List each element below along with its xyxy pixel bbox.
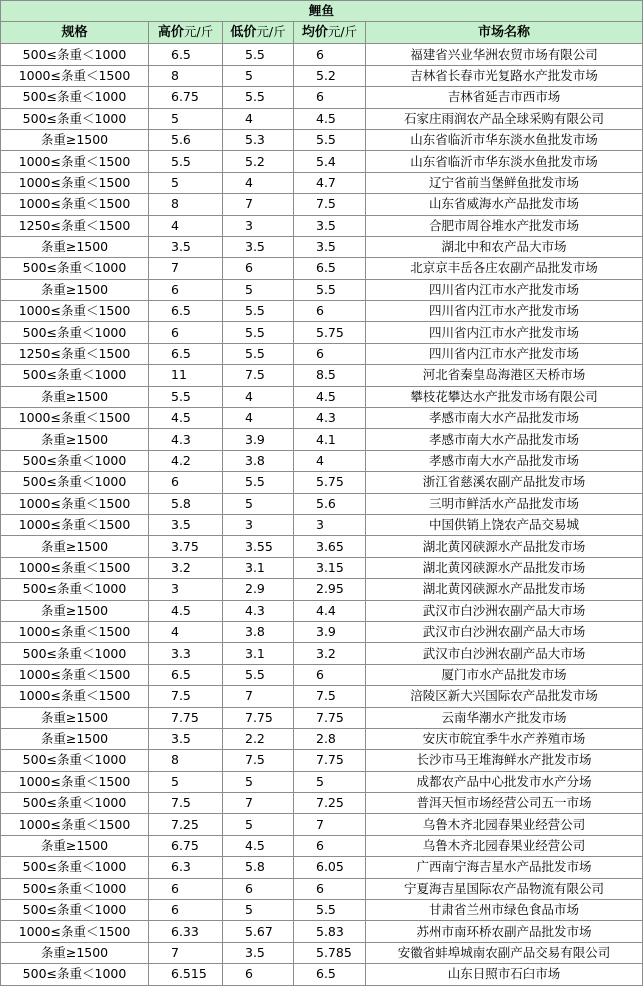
cell-avg-price: 6: [294, 835, 366, 856]
cell-avg-price: 6: [294, 664, 366, 685]
cell-high-price: 6.5: [149, 44, 223, 65]
cell-spec: 1000≤条重＜1500: [1, 557, 149, 578]
cell-avg-price: 5.4: [294, 151, 366, 172]
table-row: [1, 365, 643, 386]
cell-avg-price: 4: [294, 450, 366, 471]
cell-low-price: 6: [223, 258, 294, 279]
cell-market-name: 湖北中和农产品大市场: [366, 236, 643, 257]
cell-spec: 条重≥1500: [1, 279, 149, 300]
cell-market-name: 宁夏海吉星国际农产品物流有限公司: [366, 878, 643, 899]
cell-market-name: 乌鲁木齐北园春果业经营公司: [366, 835, 643, 856]
table-row: [1, 750, 643, 771]
cell-spec: 1000≤条重＜1500: [1, 493, 149, 514]
cell-avg-price: 5: [294, 771, 366, 792]
table-row: [1, 429, 643, 450]
cell-spec: 500≤条重＜1000: [1, 87, 149, 108]
cell-market-name: 孝感市南大水产品批发市场: [366, 408, 643, 429]
cell-low-price: 5: [223, 814, 294, 835]
cell-high-price: 7.5: [149, 793, 223, 814]
cell-avg-price: 7.75: [294, 750, 366, 771]
header-low-label: 低价: [230, 25, 257, 41]
cell-avg-price: 3.15: [294, 557, 366, 578]
table-row: [1, 108, 643, 129]
cell-market-name: 广西南宁海吉星水产品批发市场: [366, 857, 643, 878]
cell-low-price: 5.5: [223, 664, 294, 685]
cell-high-price: 7: [149, 258, 223, 279]
cell-high-price: 6.33: [149, 921, 223, 942]
cell-high-price: 3: [149, 579, 223, 600]
cell-market-name: 浙江省慈溪农副产品批发市场: [366, 472, 643, 493]
table-row: [1, 536, 643, 557]
table-row: [1, 686, 643, 707]
cell-spec: 条重≥1500: [1, 835, 149, 856]
cell-low-price: 3.5: [223, 942, 294, 963]
cell-avg-price: 5.83: [294, 921, 366, 942]
table-row: [1, 964, 643, 985]
table-row: [1, 87, 643, 108]
table-body: [1, 44, 643, 985]
cell-avg-price: 6: [294, 44, 366, 65]
cell-spec: 1000≤条重＜1500: [1, 664, 149, 685]
cell-market-name: 长沙市马王堆海鲜水产批发市场: [366, 750, 643, 771]
cell-avg-price: 7.75: [294, 707, 366, 728]
cell-low-price: 5.8: [223, 857, 294, 878]
cell-high-price: 8: [149, 65, 223, 86]
cell-high-price: 6.5: [149, 664, 223, 685]
cell-market-name: 乌鲁木齐北园春果业经营公司: [366, 814, 643, 835]
cell-low-price: 6: [223, 878, 294, 899]
table-row: [1, 386, 643, 407]
cell-market-name: 安庆市皖宜季牛水产养殖市场: [366, 728, 643, 749]
cell-market-name: 普洱天恒市场经营公司五一市场: [366, 793, 643, 814]
cell-avg-price: 5.75: [294, 322, 366, 343]
cell-high-price: 5.6: [149, 129, 223, 150]
cell-market-name: 北京京丰岳各庄农副产品批发市场: [366, 258, 643, 279]
cell-high-price: 6: [149, 472, 223, 493]
cell-avg-price: 3.2: [294, 643, 366, 664]
cell-high-price: 4.5: [149, 600, 223, 621]
cell-low-price: 4: [223, 172, 294, 193]
cell-low-price: 5.5: [223, 472, 294, 493]
cell-low-price: 4: [223, 108, 294, 129]
cell-avg-price: 4.7: [294, 172, 366, 193]
cell-spec: 1000≤条重＜1500: [1, 151, 149, 172]
cell-high-price: 3.2: [149, 557, 223, 578]
table-row: [1, 236, 643, 257]
cell-spec: 500≤条重＜1000: [1, 900, 149, 921]
cell-market-name: 成都农产品中心批发市水产分场: [366, 771, 643, 792]
cell-high-price: 6.5: [149, 301, 223, 322]
cell-low-price: 5.5: [223, 322, 294, 343]
header-avg-unit: 元/斤: [327, 24, 358, 40]
cell-spec: 条重≥1500: [1, 728, 149, 749]
cell-low-price: 3.5: [223, 236, 294, 257]
cell-high-price: 5: [149, 771, 223, 792]
cell-avg-price: 4.5: [294, 386, 366, 407]
cell-market-name: 吉林省延吉市西市场: [366, 87, 643, 108]
header-low-price: [223, 22, 294, 44]
cell-avg-price: 4.1: [294, 429, 366, 450]
table-row: [1, 493, 643, 514]
cell-market-name: 湖北黄冈硖源水产品批发市场: [366, 536, 643, 557]
table-row: [1, 600, 643, 621]
cell-spec: 1000≤条重＜1500: [1, 65, 149, 86]
cell-high-price: 3.5: [149, 236, 223, 257]
cell-spec: 1000≤条重＜1500: [1, 771, 149, 792]
header-high-price: [149, 22, 223, 44]
cell-spec: 1000≤条重＜1500: [1, 301, 149, 322]
cell-low-price: 3: [223, 514, 294, 535]
cell-avg-price: 6.5: [294, 964, 366, 985]
cell-market-name: 湖北黄冈硖源水产品批发市场: [366, 557, 643, 578]
cell-spec: 500≤条重＜1000: [1, 44, 149, 65]
table-row: [1, 129, 643, 150]
cell-high-price: 6.515: [149, 964, 223, 985]
cell-low-price: 3.8: [223, 450, 294, 471]
cell-avg-price: 6.5: [294, 258, 366, 279]
cell-low-price: 3.1: [223, 643, 294, 664]
cell-avg-price: 7.5: [294, 194, 366, 215]
cell-market-name: 四川省内江市水产批发市场: [366, 301, 643, 322]
cell-avg-price: 2.95: [294, 579, 366, 600]
table-row: [1, 621, 643, 642]
cell-high-price: 3.5: [149, 728, 223, 749]
cell-low-price: 4: [223, 408, 294, 429]
cell-low-price: 5.3: [223, 129, 294, 150]
cell-avg-price: 6: [294, 301, 366, 322]
table-row: [1, 664, 643, 685]
cell-market-name: 涪陵区新大兴国际农产品批发市场: [366, 686, 643, 707]
cell-avg-price: 5.785: [294, 942, 366, 963]
table-row: [1, 921, 643, 942]
table-row: [1, 900, 643, 921]
cell-market-name: 辽宁省前当堡鲜鱼批发市场: [366, 172, 643, 193]
cell-low-price: 5.2: [223, 151, 294, 172]
cell-market-name: 吉林省长春市光复路水产批发市场: [366, 65, 643, 86]
cell-avg-price: 6: [294, 878, 366, 899]
cell-market-name: 武汉市白沙洲农副产品大市场: [366, 600, 643, 621]
cell-spec: 1250≤条重＜1500: [1, 343, 149, 364]
header-spec: 规格: [1, 22, 149, 44]
cell-spec: 500≤条重＜1000: [1, 878, 149, 899]
cell-low-price: 4.3: [223, 600, 294, 621]
cell-high-price: 6.75: [149, 87, 223, 108]
cell-market-name: 孝感市南大水产品批发市场: [366, 429, 643, 450]
cell-avg-price: 4.3: [294, 408, 366, 429]
cell-low-price: 5: [223, 493, 294, 514]
cell-low-price: 3.1: [223, 557, 294, 578]
cell-avg-price: 7: [294, 814, 366, 835]
cell-high-price: 5: [149, 108, 223, 129]
table-row: [1, 707, 643, 728]
cell-low-price: 5.5: [223, 343, 294, 364]
cell-market-name: 山东日照市石臼市场: [366, 964, 643, 985]
cell-market-name: 合肥市周谷堆水产批发市场: [366, 215, 643, 236]
cell-spec: 1000≤条重＜1500: [1, 814, 149, 835]
cell-market-name: 苏州市南环桥农副产品批发市场: [366, 921, 643, 942]
cell-low-price: 5: [223, 279, 294, 300]
cell-high-price: 6.75: [149, 835, 223, 856]
cell-low-price: 5.5: [223, 301, 294, 322]
cell-spec: 500≤条重＜1000: [1, 793, 149, 814]
cell-spec: 条重≥1500: [1, 429, 149, 450]
cell-avg-price: 4.5: [294, 108, 366, 129]
cell-low-price: 7.5: [223, 365, 294, 386]
cell-high-price: 5.8: [149, 493, 223, 514]
table-row: [1, 793, 643, 814]
cell-spec: 1250≤条重＜1500: [1, 215, 149, 236]
table-row: [1, 450, 643, 471]
cell-spec: 500≤条重＜1000: [1, 857, 149, 878]
cell-spec: 500≤条重＜1000: [1, 750, 149, 771]
cell-avg-price: 5.2: [294, 65, 366, 86]
cell-spec: 条重≥1500: [1, 942, 149, 963]
cell-market-name: 山东省临沂市华东淡水鱼批发市场: [366, 129, 643, 150]
table-row: [1, 514, 643, 535]
cell-spec: 500≤条重＜1000: [1, 365, 149, 386]
cell-high-price: 6: [149, 322, 223, 343]
cell-avg-price: 5.6: [294, 493, 366, 514]
cell-market-name: 三明市鲜活水产品批发市场: [366, 493, 643, 514]
cell-high-price: 6: [149, 878, 223, 899]
cell-low-price: 7: [223, 194, 294, 215]
cell-market-name: 武汉市白沙洲农副产品大市场: [366, 621, 643, 642]
header-market: 市场名称: [366, 22, 643, 44]
cell-high-price: 5.5: [149, 386, 223, 407]
cell-spec: 500≤条重＜1000: [1, 472, 149, 493]
cell-spec: 1000≤条重＜1500: [1, 172, 149, 193]
cell-low-price: 7.5: [223, 750, 294, 771]
header-avg-price: [294, 22, 366, 44]
cell-high-price: 11: [149, 365, 223, 386]
cell-market-name: 云南华潮水产批发市场: [366, 707, 643, 728]
cell-spec: 1000≤条重＜1500: [1, 686, 149, 707]
table-row: [1, 557, 643, 578]
cell-avg-price: 6.05: [294, 857, 366, 878]
cell-spec: 条重≥1500: [1, 386, 149, 407]
cell-high-price: 7.5: [149, 686, 223, 707]
cell-high-price: 3.5: [149, 514, 223, 535]
cell-spec: 条重≥1500: [1, 707, 149, 728]
cell-high-price: 3.75: [149, 536, 223, 557]
cell-market-name: 中国供销上饶农产品交易城: [366, 514, 643, 535]
cell-high-price: 8: [149, 750, 223, 771]
cell-avg-price: 6: [294, 87, 366, 108]
cell-market-name: 四川省内江市水产批发市场: [366, 343, 643, 364]
table-row: [1, 857, 643, 878]
cell-low-price: 5: [223, 900, 294, 921]
table-row: [1, 878, 643, 899]
cell-market-name: 四川省内江市水产批发市场: [366, 279, 643, 300]
cell-spec: 500≤条重＜1000: [1, 450, 149, 471]
cell-market-name: 甘肃省兰州市绿色食品市场: [366, 900, 643, 921]
table-row: [1, 65, 643, 86]
cell-spec: 500≤条重＜1000: [1, 579, 149, 600]
table-title: 鲤鱼: [1, 1, 643, 22]
cell-avg-price: 3.9: [294, 621, 366, 642]
table-row: [1, 44, 643, 65]
cell-spec: 1000≤条重＜1500: [1, 921, 149, 942]
cell-spec: 条重≥1500: [1, 600, 149, 621]
table-row: [1, 643, 643, 664]
cell-low-price: 3.9: [223, 429, 294, 450]
cell-spec: 1000≤条重＜1500: [1, 408, 149, 429]
cell-high-price: 3.3: [149, 643, 223, 664]
cell-avg-price: 3: [294, 514, 366, 535]
cell-avg-price: 5.5: [294, 900, 366, 921]
table-row: [1, 942, 643, 963]
cell-avg-price: 6: [294, 343, 366, 364]
table-row: [1, 194, 643, 215]
cell-spec: 1000≤条重＜1500: [1, 514, 149, 535]
cell-spec: 500≤条重＜1000: [1, 258, 149, 279]
cell-low-price: 5.5: [223, 44, 294, 65]
table-title-row: [1, 1, 643, 22]
cell-low-price: 3.55: [223, 536, 294, 557]
cell-avg-price: 7.25: [294, 793, 366, 814]
cell-high-price: 4: [149, 215, 223, 236]
cell-high-price: 7: [149, 942, 223, 963]
cell-low-price: 7.75: [223, 707, 294, 728]
header-high-label: 高价: [157, 25, 184, 41]
cell-low-price: 5.67: [223, 921, 294, 942]
cell-low-price: 5: [223, 771, 294, 792]
cell-market-name: 福建省兴业华洲农贸市场有限公司: [366, 44, 643, 65]
cell-spec: 条重≥1500: [1, 129, 149, 150]
table-row: [1, 408, 643, 429]
table-row: [1, 728, 643, 749]
cell-spec: 500≤条重＜1000: [1, 108, 149, 129]
cell-high-price: 4.3: [149, 429, 223, 450]
cell-market-name: 武汉市白沙洲农副产品大市场: [366, 643, 643, 664]
table-row: [1, 579, 643, 600]
cell-spec: 条重≥1500: [1, 536, 149, 557]
cell-high-price: 4.2: [149, 450, 223, 471]
cell-spec: 1000≤条重＜1500: [1, 621, 149, 642]
cell-market-name: 安徽省蚌埠城南农副产品交易有限公司: [366, 942, 643, 963]
cell-low-price: 7: [223, 686, 294, 707]
cell-high-price: 7.25: [149, 814, 223, 835]
cell-low-price: 5.5: [223, 87, 294, 108]
cell-high-price: 5: [149, 172, 223, 193]
cell-low-price: 2.2: [223, 728, 294, 749]
cell-avg-price: 3.65: [294, 536, 366, 557]
cell-market-name: 湖北黄冈硖源水产品批发市场: [366, 579, 643, 600]
cell-high-price: 6.5: [149, 343, 223, 364]
cell-avg-price: 3.5: [294, 236, 366, 257]
cell-high-price: 7.75: [149, 707, 223, 728]
table-row: [1, 215, 643, 236]
cell-high-price: 6: [149, 900, 223, 921]
cell-market-name: 石家庄雨润农产品全球采购有限公司: [366, 108, 643, 129]
cell-market-name: 孝感市南大水产品批发市场: [366, 450, 643, 471]
table-row: [1, 151, 643, 172]
cell-market-name: 攀枝花攀达水产批发市场有限公司: [366, 386, 643, 407]
table-row: [1, 835, 643, 856]
cell-avg-price: 5.5: [294, 279, 366, 300]
cell-low-price: 7: [223, 793, 294, 814]
cell-high-price: 8: [149, 194, 223, 215]
cell-spec: 1000≤条重＜1500: [1, 194, 149, 215]
cell-avg-price: 2.8: [294, 728, 366, 749]
cell-low-price: 2.9: [223, 579, 294, 600]
cell-low-price: 4: [223, 386, 294, 407]
cell-high-price: 6: [149, 279, 223, 300]
header-avg-label: 均价: [301, 25, 328, 41]
cell-low-price: 6: [223, 964, 294, 985]
cell-avg-price: 5.5: [294, 129, 366, 150]
cell-spec: 500≤条重＜1000: [1, 643, 149, 664]
table-row: [1, 172, 643, 193]
table-header-row: [1, 22, 643, 44]
cell-low-price: 3: [223, 215, 294, 236]
cell-high-price: 4: [149, 621, 223, 642]
table-row: [1, 301, 643, 322]
cell-market-name: 厦门市水产品批发市场: [366, 664, 643, 685]
cell-high-price: 4.5: [149, 408, 223, 429]
cell-market-name: 四川省内江市水产批发市场: [366, 322, 643, 343]
cell-low-price: 4.5: [223, 835, 294, 856]
cell-high-price: 5.5: [149, 151, 223, 172]
cell-high-price: 6.3: [149, 857, 223, 878]
cell-avg-price: 8.5: [294, 365, 366, 386]
table-row: [1, 258, 643, 279]
table-row: [1, 279, 643, 300]
header-low-unit: 元/斤: [256, 24, 286, 40]
table-row: [1, 771, 643, 792]
table-row: [1, 472, 643, 493]
cell-avg-price: 5.75: [294, 472, 366, 493]
header-high-unit: 元/斤: [183, 24, 214, 40]
cell-avg-price: 4.4: [294, 600, 366, 621]
table-row: [1, 322, 643, 343]
cell-low-price: 5: [223, 65, 294, 86]
cell-market-name: 山东省临沂市华东淡水鱼批发市场: [366, 151, 643, 172]
cell-avg-price: 3.5: [294, 215, 366, 236]
cell-spec: 500≤条重＜1000: [1, 964, 149, 985]
cell-spec: 500≤条重＜1000: [1, 322, 149, 343]
table-row: [1, 343, 643, 364]
table-row: [1, 814, 643, 835]
cell-avg-price: 7.5: [294, 686, 366, 707]
cell-spec: 条重≥1500: [1, 236, 149, 257]
cell-low-price: 3.8: [223, 621, 294, 642]
cell-market-name: 河北省秦皇岛海港区天桥市场: [366, 365, 643, 386]
cell-market-name: 山东省威海水产品批发市场: [366, 194, 643, 215]
